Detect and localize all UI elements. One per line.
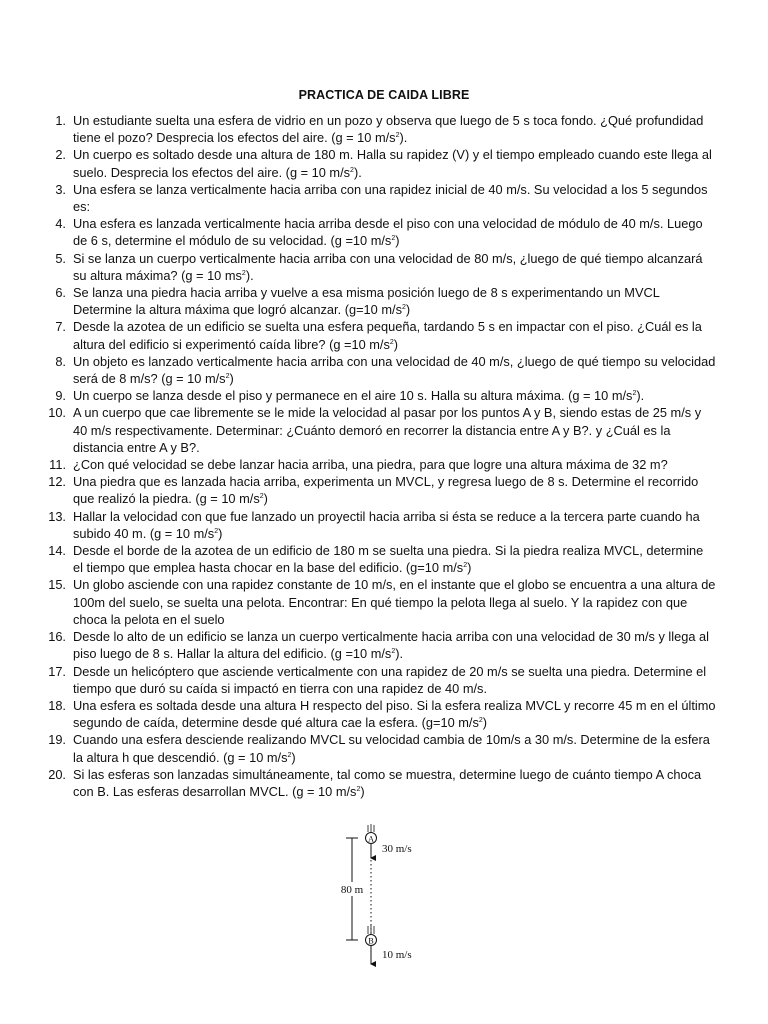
problem-list [40,112,716,800]
problem-text: Se lanza una piedra hacia arriba y vuelve a esa misma posición luego de 8 s experimentando un MVCL Determine la altura máxima que logró alcanzar. (g=10 m/s [73,285,660,318]
problem-text-end: ) [393,336,399,352]
problem-item [40,628,716,662]
problem-number: 19. [48,732,66,748]
exponent: 2 [259,493,264,501]
problem-text-end: ). [353,164,362,180]
problem-item [40,473,716,507]
problem-number: 13. [48,508,66,524]
exponent: 2 [463,562,468,570]
problem-number: 5. [55,250,66,266]
exponent: 2 [287,751,292,759]
spheres-diagram [330,822,440,972]
problem-text: Si se lanza un cuerpo verticalmente hacia arriba con una velocidad de 80 m/s, ¿luego de qué tiempo alcanzará su altura máxima? (g = 10 ms [73,250,703,283]
problem-number: 14. [48,543,66,559]
exponent: 2 [391,648,396,656]
problem-text-end: ) [229,371,234,387]
problem-text: Desde la azotea de un edificio se suelta una esfera pequeña, tardando 5 s en impactar con el piso. ¿Cuál es la altura del edificio si experimentó caída libre? (g =10 m/s [73,319,702,352]
problem-text: Desde un helicóptero que asciende verticalmente con una rapidez de 20 m/s se suelta una piedra. Determine el tiempo que duró su caída si impactó en tierra con una rapidez de 40 m/s. [73,663,707,696]
problem-number: 7. [55,319,66,335]
problem-text: Una esfera es lanzada verticalmente hacia arriba desde el piso con una velocidad de módulo de 40 m/s. Luego de 6 s, determine el módulo de su velocidad. (g =10 m/s [73,216,703,249]
problem-text-end: ). [636,388,645,404]
problem-item [40,112,716,146]
problem-number: 10. [48,405,66,421]
problem-item [40,318,716,352]
problem-number: 3. [55,181,66,197]
problem-item [40,697,716,731]
exponent: 2 [401,304,406,312]
sphere-a [366,824,377,844]
velocity-label-a: 30 m/s [382,843,412,855]
problem-text: Un globo asciende con una rapidez constante de 10 m/s, en el instante que el globo se encuentra a una altura de 100m del suelo, se suelta una pelota. Encontrar: En qué tiempo la pelota llega al suelo. Y la rapidez con que choca la pelota en el suelo [73,577,716,627]
problem-text: Una esfera se lanza verticalmente hacia arriba con una rapidez inicial de 40 m/s. Su velocidad a los 5 segundos es: [73,181,708,215]
exponent: 2 [241,269,246,277]
problem-text: Hallar la velocidad con que fue lanzado un proyectil hacia arriba si ésta se reduce a la tercera parte cuando ha subido 40 m. (g = 10 m/s [73,508,700,541]
problem-item [40,456,716,473]
sphere-b-label: B [368,936,374,946]
problem-item [40,766,716,800]
problem-text: Cuando una esfera desciende realizando MVCL su velocidad cambia de 10m/s a 30 m/s. Determine de la esfera la altura h que descendió. (g = 10 m/s [73,732,710,765]
problem-text-end: ) [395,233,400,249]
problem-number: 11. [49,457,66,473]
exponent: 2 [389,338,394,346]
exponent: 2 [632,390,637,398]
problem-item [40,215,716,249]
distance-label: 80 m [340,884,364,896]
problem-item [40,284,716,318]
problem-number: 17. [48,663,66,679]
problem-text: Desde el borde de la azotea de un edificio de 180 m se suelta una piedra. Si la piedra realiza MVCL, determine el tiempo que emplea hasta chocar en la base del edificio. (g=10 m/s [73,543,704,576]
problem-item [40,404,716,456]
problem-text-end: ) [218,525,223,541]
problem-text: Una esfera es soltada desde una altura H respecto del piso. Si la esfera realiza MVCL y recorre 45 m en el último segundo de caída, determine desde qué altura cae la esfera. (g=10 m/s [73,697,716,731]
problem-text: Un cuerpo es soltado desde una altura de 180 m. Halla su rapidez (V) y el tiempo empleado cuando este llega al suelo. Desprecia los efectos del aire. (g = 10 m/s [73,147,712,180]
problem-text-end: ) [291,749,296,765]
problem-item [40,542,716,576]
exponent: 2 [350,166,354,174]
problem-text-end: ) [467,560,472,576]
problem-text: Una piedra que es lanzada hacia arriba, experimenta un MVCL, y regresa luego de 8 s. Determine el recorrido que realizó la piedra. (g = 10 m/s [73,474,699,507]
velocity-label-b: 10 m/s [382,949,412,961]
problem-number: 2. [55,147,66,163]
exponent: 2 [356,785,361,793]
problem-text-end: ) [360,783,365,799]
problem-text: Si las esferas son lanzadas simultáneamente, tal como se muestra, determine luego de cuánto tiempo A choca con B. Las esferas desarrollan MVCL. (g = 10 m/s [73,766,702,799]
problem-text: A un cuerpo que cae libremente se le mide la velocidad al pasar por los puntos A y B, siendo estas de 25 m/s y 40 m/s respectivamente. Determinar: ¿Cuánto demoró en recorrer la distancia entre A y B?. y ¿Cuál es la distancia entre A y B?. [73,405,702,455]
problem-item [40,250,716,284]
problem-text: ¿Con qué velocidad se debe lanzar hacia arriba, una piedra, para que logre una altura máxima de 32 m? [73,457,668,473]
problem-item [40,181,716,215]
problem-text: Un objeto es lanzado verticalmente hacia arriba con una velocidad de 40 m/s, ¿luego de qué tiempo su velocidad será de 8 m/s? (g = 10 m/s [73,353,716,387]
problem-text-end: ) [263,491,268,507]
problem-text-end: ) [482,715,488,731]
problem-number: 15. [48,577,66,593]
problem-number: 16. [48,629,66,645]
problem-text-end: ) [405,302,411,318]
problem-text-end: ). [245,267,254,283]
problem-item [40,146,716,180]
problem-item [40,353,716,387]
problem-number: 12. [48,474,66,490]
problem-number: 18. [48,697,66,713]
problem-text: Un estudiante suelta una esfera de vidrio en un pozo y observa que luego de 5 s toca fondo. ¿Qué profundidad tiene el pozo? Desprecia los efectos del aire. (g = 10 m/s [73,113,704,146]
page-title: PRACTICA DE CAIDA LIBRE [298,88,470,102]
problem-number: 9. [55,388,66,404]
problem-item [40,387,716,404]
problem-text-end: ). [395,646,404,662]
problem-text: Un cuerpo se lanza desde el piso y permanece en el aire 10 s. Halla su altura máxima. (g = 10 m/s [73,388,633,404]
problem-item [40,576,716,628]
problem-number: 4. [55,216,66,232]
exponent: 2 [225,373,230,381]
problem-number: 8. [55,353,66,369]
problem-text-end: ). [399,130,408,146]
problem-number: 20. [48,766,66,782]
exponent: 2 [214,527,219,535]
sphere-b [366,925,377,946]
problem-item [40,731,716,765]
exponent: 2 [391,235,396,243]
problem-number: 1. [55,113,66,128]
exponent: 2 [478,717,483,725]
problem-item [40,663,716,697]
problem-number: 6. [55,285,66,301]
exponent: 2 [395,132,400,140]
problem-text: Desde lo alto de un edificio se lanza un cuerpo verticalmente hacia arriba con una velocidad de 30 m/s y llega al piso luego de 8 s. Hallar la altura del edificio. (g =10 m/s [73,629,709,662]
problem-item [40,508,716,542]
sphere-a-label: A [368,834,374,844]
